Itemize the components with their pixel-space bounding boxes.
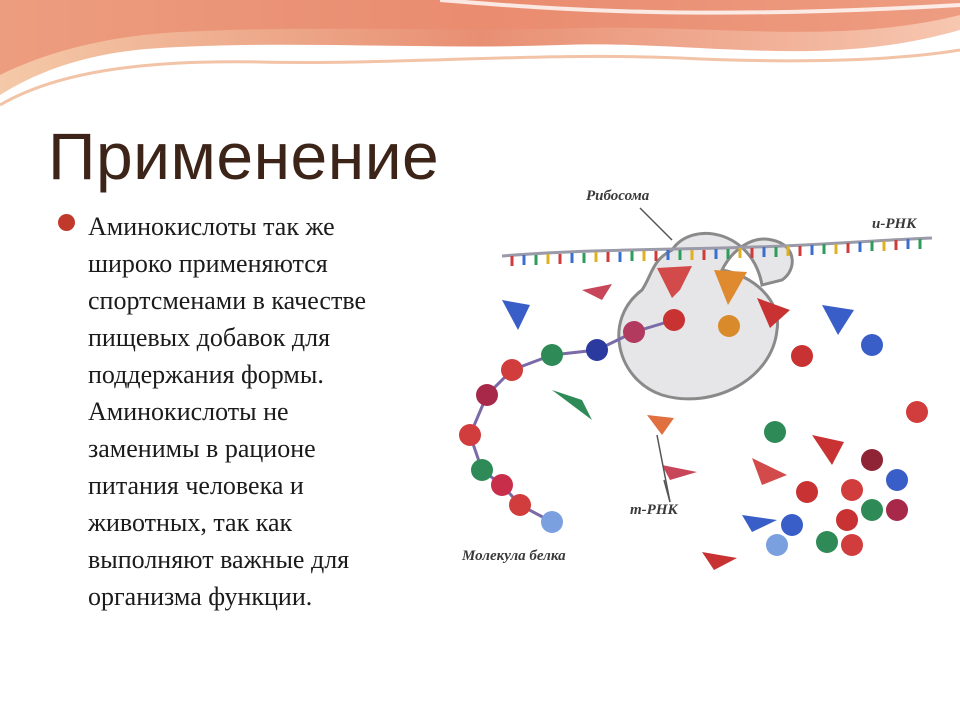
trna-label: т-РНК [630,502,678,518]
decorative-wave-banner [0,0,960,120]
protein-synthesis-illustration [452,180,952,580]
body-paragraph: Аминокислоты так же широко применяются спортсменами в качестве пищевых добавок для поддержания формы. Аминокислоты не заменимы в рационе питания человека и животных, так как выполняют важные для организма функции. [88,212,366,611]
slide-title: Применение [48,119,440,193]
ribosome-label: Рибосома [586,188,650,204]
mrna-label: и-РНК [872,216,917,232]
body-text-block [58,208,450,628]
protein-synthesis-diagram [452,180,952,580]
bullet-dot-icon [58,214,75,231]
protein-molecule-label: Молекула белка [462,548,566,564]
